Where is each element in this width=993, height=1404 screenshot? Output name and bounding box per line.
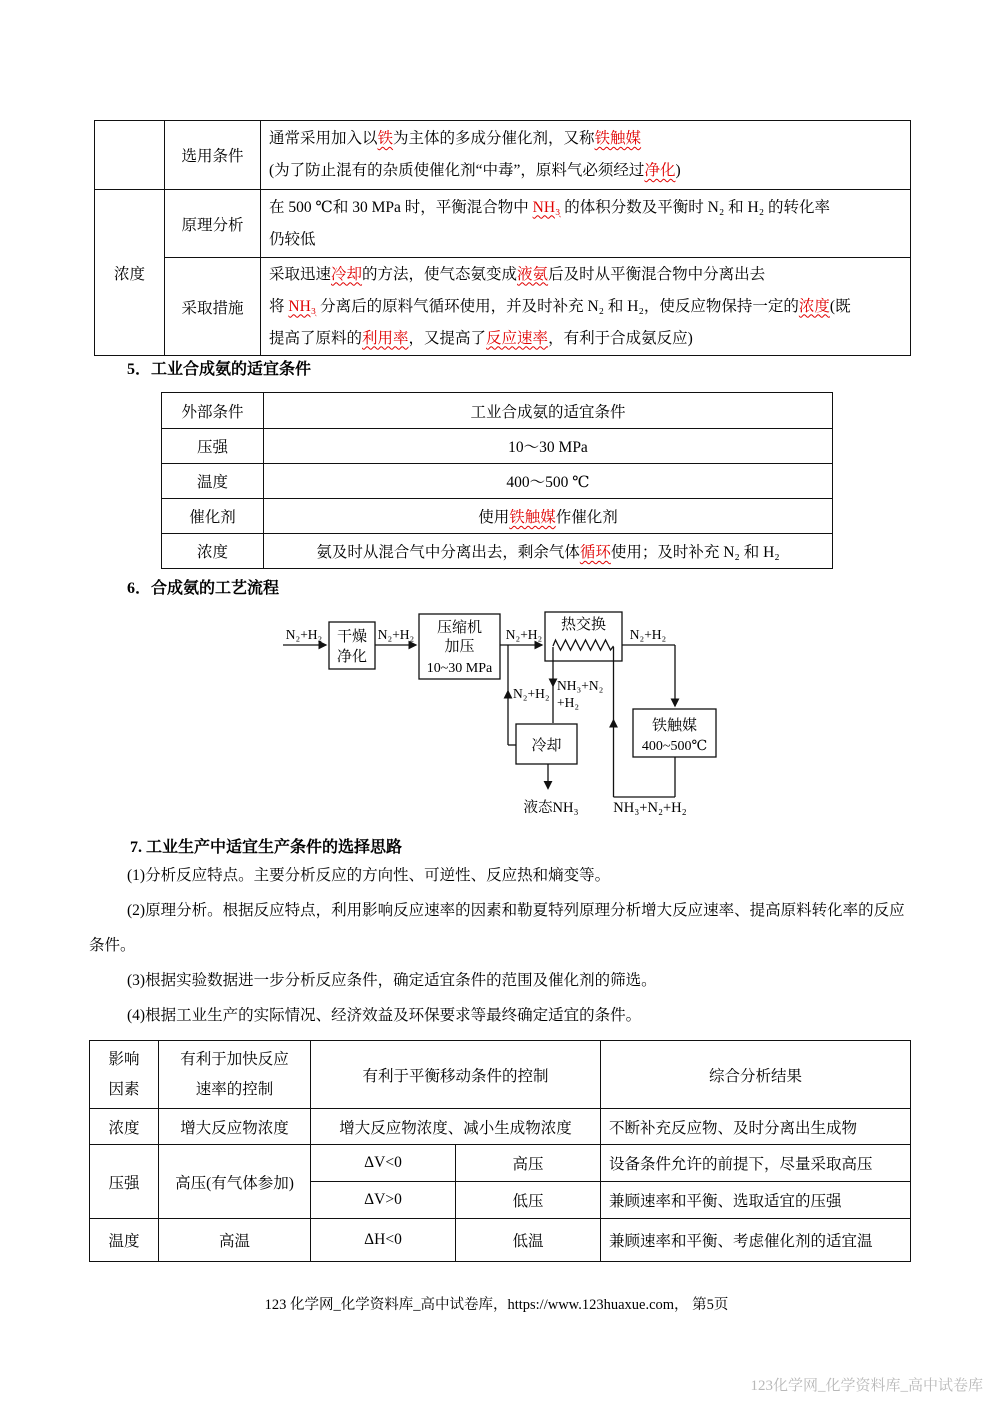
- table-row: [95, 258, 911, 356]
- value-temperature: 400～500 ℃: [264, 464, 833, 499]
- iron-catalyst-label-2: 400~500℃: [641, 739, 708, 754]
- text-line: 提高了原料的利用率，又提高了反应速率，有利于合成氨反应): [269, 329, 693, 347]
- label-temperature: 温度: [162, 464, 264, 499]
- row-pressure-1: [90, 1145, 911, 1182]
- header-equilibrium-control: 有利于平衡移动条件的控制: [311, 1041, 601, 1109]
- ammonia-process-flow-diagram: [0, 595, 993, 830]
- choice-high-pressure: 高压: [456, 1145, 601, 1182]
- header-external-conditions: 外部条件: [162, 393, 264, 429]
- text-line: 仍较低: [269, 230, 316, 248]
- iron-catalyst-label-1: 铁触媒: [651, 718, 698, 734]
- row-head-principle: 原理分析: [165, 190, 261, 258]
- header-factor: [90, 1041, 159, 1109]
- row-temperature: [90, 1219, 911, 1262]
- table-row: [162, 393, 833, 429]
- result-concentration: 不断补充反应物、及时分离出生成物: [601, 1109, 911, 1145]
- header-rate-control: [159, 1041, 311, 1109]
- section6-heading: 6．合成氨的工艺流程: [127, 580, 280, 597]
- feed-label-2: N₂+H₂: [377, 627, 415, 642]
- section7-heading: 7. 工业生产中适宜生产条件的选择思路: [130, 839, 403, 856]
- feed-label-3: N₂+H₂: [505, 627, 543, 642]
- feed-label-1: N₂+H₂: [285, 627, 323, 642]
- table-row: [95, 121, 911, 190]
- table-row: [95, 190, 911, 258]
- suitable-conditions-table: [161, 392, 833, 569]
- result-temperature: 兼顾速率和平衡、考虑催化剂的适宜温: [601, 1219, 911, 1262]
- header-suitable-conditions: 工业合成氨的适宜条件: [264, 393, 833, 429]
- condition-dv-pos: ΔV>0: [311, 1182, 456, 1219]
- text-line: 速率的控制: [195, 1080, 274, 1098]
- cell-selection-content: [261, 121, 911, 190]
- table-row: [162, 464, 833, 499]
- liquid-ammonia-label: 液态NH₃: [523, 800, 579, 816]
- table-row: [162, 499, 833, 534]
- choice-low-pressure: 低压: [456, 1182, 601, 1219]
- recycle-mixture-label: NH₃+N₂+H₂: [613, 800, 687, 816]
- text-line: (为了防止混有的杂质使催化剂“中毒”，原料气必须经过净化): [269, 162, 681, 179]
- paragraph-4: (4)根据工业生产的实际情况、经济效益及环保要求等最终确定适宜的条件。: [127, 1007, 642, 1024]
- heat-exchanger-label: 热交换: [560, 617, 607, 633]
- paragraph-1: (1)分析反应特点。主要分析反应的方向性、可逆性、反应热和熵变等。: [127, 867, 611, 884]
- condition-analysis-table: [89, 1040, 911, 1262]
- text-line: 在 500 ℃和 30 MPa 时，平衡混合物中 NH₃ 的体积分数及平衡时 N₂ 和 H₂ 的转化率: [269, 198, 830, 216]
- text-line: 因素: [108, 1080, 140, 1098]
- choice-low-temperature: 低温: [456, 1219, 601, 1262]
- feed-label-4: N₂+H₂: [629, 627, 667, 642]
- recycle-gas-label: N₂+H₂: [513, 686, 550, 701]
- watermark: 123化学网_化学资料库_高中试卷库: [750, 1378, 983, 1394]
- value-concentration: 氨及时从混合气中分离出去，剩余气体循环使用；及时补充 N₂ 和 H₂: [264, 534, 833, 569]
- compressor-label-2: 加压: [444, 639, 475, 655]
- mixture-label-1: NH₃+N₂: [557, 678, 604, 693]
- condition-dh-neg: ΔH<0: [311, 1219, 456, 1262]
- text-line: 有利于加快反应: [180, 1050, 289, 1068]
- cell-principle-content: [261, 190, 911, 258]
- factor-pressure: 压强: [90, 1145, 159, 1219]
- table-row: [162, 534, 833, 569]
- cell-measures-content: [261, 258, 911, 356]
- factor-concentration: 浓度: [90, 1109, 159, 1145]
- row-head-selection: 选用条件: [165, 121, 261, 190]
- row-concentration: [90, 1109, 911, 1145]
- row-label-concentration: 浓度: [95, 190, 165, 356]
- equilibrium-concentration: 增大反应物浓度、减小生成物浓度: [311, 1109, 601, 1145]
- value-catalyst: 使用铁触媒作催化剂: [264, 499, 833, 534]
- rate-temperature: 高温: [159, 1219, 311, 1262]
- text-line: 通常采用加入以铁为主体的多成分催化剂，又称铁触媒: [269, 130, 642, 147]
- row-head-measures: 采取措施: [165, 258, 261, 356]
- rate-pressure: 高压(有气体参加): [159, 1145, 311, 1219]
- result-pressure-2: 兼顾速率和平衡、选取适宜的压强: [601, 1182, 911, 1219]
- paragraph-2: (2)原理分析。根据反应特点，利用影响反应速率的因素和勒夏特列原理分析增大反应速率、提高原料转化率的反应条件。: [89, 902, 905, 954]
- label-concentration: 浓度: [162, 534, 264, 569]
- label-catalyst: 催化剂: [162, 499, 264, 534]
- header-综合-result: 综合分析结果: [601, 1041, 911, 1109]
- page-footer: 123 化学网_化学资料库_高中试卷库，https://www.123huaxue.com， 第5页: [264, 1297, 729, 1313]
- text-line: 将 NH₃ 分离后的原料气循环使用，并及时补充 N₂ 和 H₂，使反应物保持一定的浓度(既: [269, 297, 851, 315]
- section7-paragraphs: [89, 858, 911, 1033]
- factor-temperature: 温度: [90, 1219, 159, 1262]
- compressor-label-1: 压缩机: [436, 620, 483, 636]
- text-line: 采取迅速冷却的方法，使气态氨变成液氨后及时从平衡混合物中分离出去: [269, 265, 766, 283]
- cooler-label: 冷却: [531, 738, 562, 754]
- result-pressure-1: 设备条件允许的前提下，尽量采取高压: [601, 1145, 911, 1182]
- compressor-label-3: 10~30 MPa: [426, 661, 493, 676]
- label-pressure: 压强: [162, 429, 264, 464]
- dry-purify-label-2: 净化: [336, 649, 368, 665]
- paragraph-3: (3)根据实验数据进一步分析反应条件，确定适宜条件的范围及催化剂的筛选。: [127, 972, 657, 989]
- value-pressure: 10～30 MPa: [264, 429, 833, 464]
- rate-concentration: 增大反应物浓度: [159, 1109, 311, 1145]
- empty-category-cell: [95, 121, 165, 190]
- text-line: 影响: [108, 1050, 140, 1068]
- mixture-label-2: +H₂: [557, 695, 580, 710]
- section5-heading: 5．工业合成氨的适宜条件: [127, 361, 312, 378]
- dry-purify-label-1: 干燥: [336, 629, 368, 645]
- condition-dv-neg: ΔV<0: [311, 1145, 456, 1182]
- catalyst-concentration-table: [94, 120, 911, 356]
- table-header-row: [90, 1041, 911, 1109]
- table-row: [162, 429, 833, 464]
